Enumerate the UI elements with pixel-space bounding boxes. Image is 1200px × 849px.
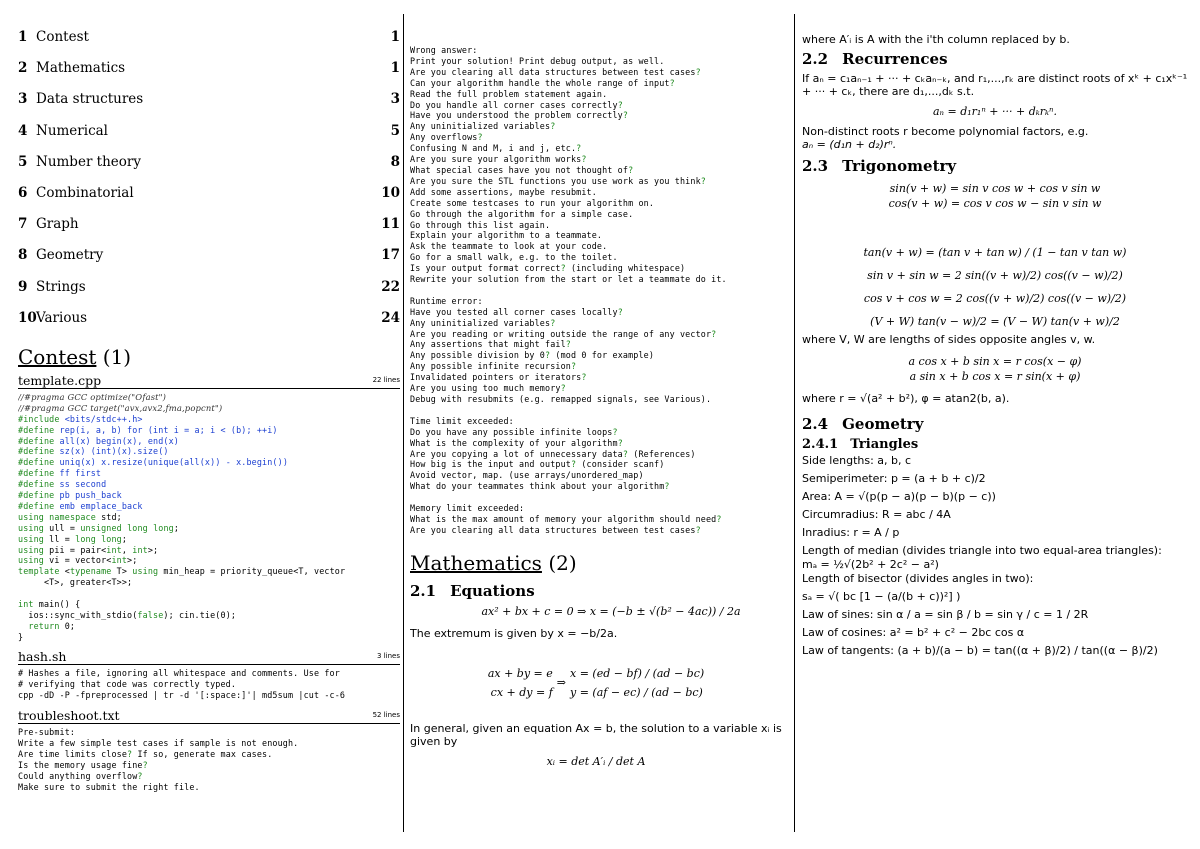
toc-entry-page: 24: [381, 309, 400, 326]
toc-entry-label: Graph: [36, 216, 79, 233]
toc-entry-title: [18, 182, 134, 213]
subsection-triangles: 2.4.1 Triangles: [802, 437, 919, 452]
file-header-template: [18, 373, 400, 389]
code-line: #define sz(x) (int)(x).size(): [18, 446, 169, 457]
toc-entry[interactable]: [18, 88, 400, 119]
code-line: Have you understood the problem correctly?: [410, 110, 629, 121]
file-name: hash.sh: [18, 648, 67, 664]
section-equations: 2.1 Equations: [410, 581, 535, 600]
code-line: [18, 588, 400, 599]
code-line: }: [18, 631, 24, 642]
toc-entry[interactable]: [18, 57, 400, 88]
code-line: What special cases have you not thought of?: [410, 164, 634, 175]
code-line: #define emb emplace_back: [18, 500, 143, 511]
code-line: Can your algorithm handle the whole range of input?: [410, 77, 675, 88]
code-line: Any assertions that might fail?: [410, 339, 571, 350]
toc-entry-number: 5: [18, 153, 28, 170]
code-line: Ask the teammate to look at your code.: [410, 241, 608, 252]
nondistinct-formula: aₙ = (d₁n + d₂)rⁿ.: [802, 138, 897, 151]
section-trigonometry: 2.3 Trigonometry: [802, 157, 957, 175]
toc-entry-label: Contest: [36, 29, 89, 45]
column-3: [802, 0, 1188, 849]
code-line: Add some assertions, maybe resubmit.: [410, 186, 597, 197]
code-line: Confusing N and M, i and j, etc.?: [410, 143, 582, 154]
toc-entry-page: 8: [390, 153, 400, 170]
toc-entry-title: [18, 57, 125, 88]
toc-entry[interactable]: [18, 244, 400, 275]
toc-entry[interactable]: [18, 213, 400, 244]
code-line: Runtime error:: [410, 295, 483, 306]
code-line: Any overflows?: [410, 132, 483, 143]
code-line: Are you copying a lot of unnecessary data? (References): [410, 448, 696, 459]
code-line: //#pragma GCC optimize("Ofast"): [18, 391, 167, 402]
system-eq-2: cx + dy = f: [490, 685, 553, 699]
where-r-text: where r = √(a² + b²), φ = atan2(b, a).: [802, 392, 1010, 405]
code-line: using pii = pair<int, int>;: [18, 544, 159, 555]
code-line: <T>, greater<T>>;: [18, 577, 133, 588]
code-line: #define pb push_back: [18, 490, 122, 501]
code-line: # verifying that code was correctly typed.: [18, 678, 237, 689]
system-eq-1: ax + by = e: [487, 666, 553, 680]
trig-identity-sin-sum: sin(v + w) = sin v cos w + cos v sin w: [889, 182, 1101, 195]
code-line: Rewrite your solution from the start or let a teammate do it.: [410, 274, 727, 285]
toc-entry-page: 22: [381, 278, 400, 295]
triangle-formula-line: Semiperimeter: p = (a + b + c)/2: [802, 472, 986, 485]
code-line: What do your teammates think about your algorithm?: [410, 481, 670, 492]
linear-system: [410, 664, 782, 702]
toc-entry-page: 3: [390, 91, 400, 108]
code-line: ios::sync_with_stdio(false); cin.tie(0);: [18, 610, 237, 620]
column-divider-right: [794, 14, 795, 832]
toc-entry-title: [18, 307, 87, 338]
toc-entry-number: 2: [18, 60, 28, 77]
toc-entry-number: 4: [18, 122, 28, 139]
code-line: using ll = long long;: [18, 533, 128, 544]
toc-entry-label: Various: [36, 309, 88, 326]
code-line: Any uninitialized variables?: [410, 317, 556, 328]
toc-entry-label: Combinatorial: [36, 184, 134, 201]
toc-entry-page: 1: [390, 60, 400, 77]
toc-entry[interactable]: [18, 182, 400, 213]
code-line: //#pragma GCC target("avx,avx2,fma,popcnt"): [18, 402, 223, 413]
code-line: Do you have any possible infinite loops?: [410, 426, 618, 437]
trig-identity-cos-add: cos v + cos w = 2 cos((v + w)/2) cos((v − w)/2): [863, 292, 1127, 305]
toc-entry-number: 8: [18, 247, 28, 264]
harmonic-identity-2: a sin x + b cos x = r sin(x + φ): [909, 370, 1081, 383]
troubleshoot-code-block-b: [410, 45, 782, 536]
code-line: Are you clearing all data structures between test cases?: [410, 66, 701, 77]
code-line: [410, 405, 782, 416]
code-line: [410, 285, 782, 296]
toc-entry-page: 1: [390, 29, 400, 45]
toc-entry-label: Data structures: [36, 91, 144, 108]
law-of-tangents-form: (V + W) tan(v − w)/2 = (V − W) tan(v + w)/2: [870, 315, 1120, 328]
table-of-contents: [18, 26, 400, 338]
code-line: Are you reading or writing outside the range of any vector?: [410, 328, 717, 339]
recurrence-formula: aₙ = d₁r₁ⁿ + ··· + dₖrₖⁿ.: [933, 105, 1057, 118]
toc-entry[interactable]: [18, 26, 400, 57]
trig-identity-sin-add: sin v + sin w = 2 sin((v + w)/2) cos((v − w)/2): [867, 269, 1123, 282]
code-line: Are you clearing all data structures between test cases?: [410, 524, 701, 535]
mathematics-heading: Mathematics (2): [410, 550, 577, 575]
code-line: [410, 492, 782, 503]
code-line: Make sure to submit the right file.: [18, 781, 200, 792]
code-line: Go through the algorithm for a simple case.: [410, 208, 634, 219]
toc-entry[interactable]: [18, 120, 400, 151]
toc-entry-title: [18, 244, 103, 275]
triangle-formula-line: Law of sines: sin α / a = sin β / b = sin γ / c = 1 / 2R: [802, 608, 1089, 621]
file-name: troubleshoot.txt: [18, 708, 120, 724]
toc-entry[interactable]: [18, 307, 400, 338]
code-line: Invalidated pointers or iterators?: [410, 372, 587, 383]
triangle-formula-line: sₐ = √( bc [1 − (a/(b + c))²] ): [802, 590, 961, 603]
contest-heading: Contest (1): [18, 344, 132, 369]
code-line: Wrong answer:: [410, 45, 478, 55]
code-line: # Hashes a file, ignoring all whitespace and comments. Use for: [18, 667, 340, 678]
code-line: Do you handle all corner cases correctly?: [410, 99, 623, 110]
trig-identity-tan-sum: tan(v + w) = (tan v + tan w) / (1 − tan v tan w): [863, 246, 1127, 259]
section-recurrences: 2.2 Recurrences: [802, 50, 948, 68]
code-line: Avoid vector, map. (use arrays/unordered_map): [410, 470, 644, 481]
recurrence-text: If aₙ = c₁aₙ₋₁ + ··· + cₖaₙ₋ₖ, and r₁,...,rₖ are distinct roots of xᵏ + c₁xᵏ⁻¹ + ··· + cₖ, there are d₁,...,dₖ s.t.: [802, 72, 1188, 98]
line-count: 52 lines: [372, 711, 400, 720]
code-line: cpp -dD -P -fpreprocessed | tr -d '[:space:]'| md5sum |cut -c-6: [18, 689, 346, 700]
template-code-block: [18, 392, 400, 643]
toc-entry-title: [18, 213, 79, 244]
toc-entry-title: [18, 120, 108, 151]
toc-entry-number: 10: [18, 309, 37, 326]
quadratic-formula: ax² + bx + c = 0 ⇒ x = (−b ± √(b² − 4ac)) / 2a: [481, 604, 741, 618]
toc-entry-page: 17: [381, 247, 400, 264]
triangle-formula-line: mₐ = ½√(2b² + 2c² − a²): [802, 558, 939, 571]
toc-entry-number: 3: [18, 91, 28, 108]
triangle-formula-line: Circumradius: R = abc / 4A: [802, 508, 951, 521]
triangle-formula-line: Area: A = √(p(p − a)(p − b)(p − c)): [802, 490, 996, 503]
trig-identity-cos-sum: cos(v + w) = cos v cos w − sin v sin w: [888, 197, 1102, 210]
code-line: int main() {: [18, 599, 81, 610]
code-line: #define ff first: [18, 468, 102, 479]
code-line: Are you using too much memory?: [410, 383, 566, 394]
toc-entry-number: 9: [18, 278, 28, 295]
toc-entry-title: [18, 151, 141, 182]
code-line: Create some testcases to run your algorithm on.: [410, 197, 655, 208]
code-line: template <typename T> using min_heap = priority_queue<T, vector: [18, 566, 346, 577]
code-line: Explain your algorithm to a teammate.: [410, 230, 603, 241]
code-line: Are you sure your algorithm works?: [410, 154, 587, 165]
toc-entry-label: Numerical: [36, 122, 108, 139]
code-line: using ull = unsigned long long;: [18, 522, 180, 533]
code-line: using vi = vector<int>;: [18, 555, 138, 566]
triangle-formula-line: Side lengths: a, b, c: [802, 454, 912, 467]
cramer-text: In general, given an equation Ax = b, the solution to a variable xᵢ is given by: [410, 721, 782, 748]
triangle-formula-line: Law of tangents: (a + b)/(a − b) = tan((α + β)/2) / tan((α − β)/2): [802, 644, 1158, 657]
toc-entry[interactable]: [18, 276, 400, 307]
code-line: What is the complexity of your algorithm?: [410, 437, 623, 448]
code-line: How big is the input and output? (consider scanf): [410, 459, 665, 470]
hash-code-block: [18, 668, 400, 701]
code-line: Any possible infinite recursion?: [410, 361, 577, 372]
column-2: [410, 0, 782, 849]
toc-entry-label: Mathematics: [36, 60, 126, 77]
triangle-formula-line: Inradius: r = A / p: [802, 526, 900, 539]
file-name: template.cpp: [18, 372, 102, 388]
nondistinct-text: Non-distinct roots r become polynomial factors, e.g.: [802, 125, 1089, 138]
toc-entry-title: [18, 88, 143, 119]
code-line: Have you tested all corner cases locally?: [410, 306, 623, 317]
toc-entry-page: 5: [390, 122, 400, 139]
code-line: Go through this list again.: [410, 219, 551, 230]
code-line: #include <bits/stdc++.h>: [18, 413, 143, 424]
harmonic-identity-1: a cos x + b sin x = r cos(x − φ): [908, 355, 1082, 368]
code-line: Any possible division by 0? (mod 0 for example): [410, 350, 655, 361]
code-line: Go for a small walk, e.g. to the toilet.: [410, 252, 618, 263]
code-line: #define all(x) begin(x), end(x): [18, 435, 179, 446]
code-line: Any uninitialized variables?: [410, 121, 556, 132]
toc-entry-page: 10: [381, 184, 400, 201]
toc-entry-label: Geometry: [36, 247, 104, 264]
code-line: Memory limit exceeded:: [410, 503, 525, 514]
code-line: Is your output format correct? (including whitespace): [410, 263, 686, 274]
code-line: Is the memory usage fine?: [18, 760, 148, 771]
section-geometry: 2.4 Geometry: [802, 415, 924, 433]
line-count: 3 lines: [377, 651, 400, 660]
toc-entry-label: Strings: [36, 278, 86, 295]
code-line: Write a few simple test cases if sample is not enough.: [18, 738, 299, 749]
where-vw-text: where V, W are lengths of sides opposite angles v, w.: [802, 333, 1096, 346]
column-divider-left: [403, 14, 404, 832]
toc-entry-number: 1: [18, 29, 28, 45]
column-1: [18, 0, 400, 849]
implies-arrow: ⇒: [556, 676, 566, 690]
file-header-troubleshoot: [18, 708, 400, 724]
where-ai-text: where A′ᵢ is A with the i'th column replaced by b.: [802, 33, 1070, 46]
toc-entry-title: [18, 26, 89, 57]
toc-entry-number: 6: [18, 184, 28, 201]
triangle-formula-line: Length of median (divides triangle into two equal-area triangles):: [802, 544, 1162, 557]
file-header-hash: [18, 649, 400, 665]
toc-entry-title: [18, 276, 86, 307]
system-sol-y: y = (af − ec) / (ad − bc): [570, 685, 703, 699]
toc-entry-label: Number theory: [36, 153, 142, 170]
toc-entry[interactable]: [18, 151, 400, 182]
triangle-formula-line: Length of bisector (divides angles in two):: [802, 572, 1034, 585]
code-line: Pre-submit:: [18, 727, 76, 738]
troubleshoot-code-block-a: [18, 727, 400, 792]
code-line: Are time limits close? If so, generate max cases.: [18, 749, 273, 760]
toc-entry-number: 7: [18, 216, 28, 233]
toc-entry-page: 11: [381, 216, 400, 233]
line-count: 22 lines: [372, 375, 400, 384]
extremum-text: The extremum is given by x = −b/2a.: [410, 626, 618, 640]
code-line: Time limit exceeded:: [410, 415, 514, 426]
triangle-formula-line: Law of cosines: a² = b² + c² − 2bc cos α: [802, 626, 1025, 639]
code-line: Print your solution! Print debug output, as well.: [410, 55, 665, 66]
cramer-formula: xᵢ = det A′ᵢ / det A: [546, 754, 646, 768]
code-line: What is the max amount of memory your algorithm should need?: [410, 513, 722, 524]
code-line: Read the full problem statement again.: [410, 88, 608, 99]
system-sol-x: x = (ed − bf) / (ad − bc): [570, 666, 705, 680]
code-line: #define ss second: [18, 479, 107, 490]
code-line: using namespace std;: [18, 511, 122, 522]
code-line: #define uniq(x) x.resize(unique(all(x)) - x.begin()): [18, 457, 289, 468]
code-line: Debug with resubmits (e.g. remapped signals, see Various).: [410, 394, 712, 404]
code-line: #define rep(i, a, b) for (int i = a; i < (b); ++i): [18, 424, 278, 435]
code-line: Could anything overflow?: [18, 771, 143, 782]
code-line: return 0;: [28, 620, 76, 631]
triangle-formulas: [802, 454, 1188, 657]
code-line: Are you sure the STL functions you use work as you think?: [410, 175, 706, 186]
